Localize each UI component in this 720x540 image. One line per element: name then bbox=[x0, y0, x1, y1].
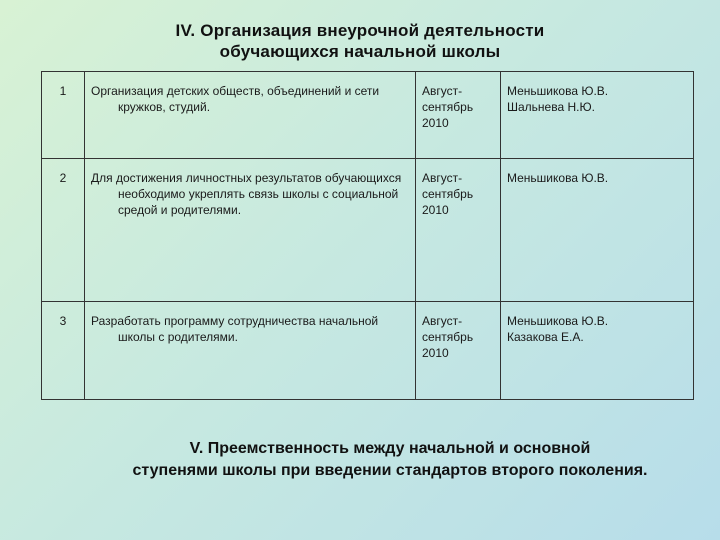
date-line: сентябрь bbox=[422, 330, 474, 344]
table-row bbox=[42, 159, 694, 302]
responsible-cell bbox=[501, 159, 694, 302]
page-title-line-1: IV. Организация внеурочной деятельности bbox=[175, 21, 545, 40]
responsible-name: Меньшикова Ю.В. bbox=[507, 314, 609, 328]
task-cell bbox=[85, 72, 416, 159]
date-cell bbox=[416, 302, 501, 400]
section-heading-line-2: ступенями школы при введении стандартов второго поколения. bbox=[132, 462, 648, 479]
section-heading-line-1: V. Преемственность между начальной и основной bbox=[189, 440, 591, 457]
table-row bbox=[42, 302, 694, 400]
activity-table bbox=[41, 71, 694, 400]
row-number: 1 bbox=[42, 72, 85, 159]
task-cell bbox=[85, 159, 416, 302]
date-line: сентябрь bbox=[422, 100, 474, 114]
date-line: Август- bbox=[422, 314, 463, 328]
date-line: 2010 bbox=[422, 346, 449, 360]
responsible-name: Меньшикова Ю.В. bbox=[507, 171, 609, 185]
page-title bbox=[90, 20, 630, 62]
task-text: Организация детских обществ, объединений и сети кружков, студий. bbox=[91, 84, 380, 114]
section-heading bbox=[80, 438, 700, 482]
task-text: Для достижения личностных результатов обучающихся необходимо укреплять связь школы с социальной средой и родителями. bbox=[91, 171, 402, 217]
table-row bbox=[42, 72, 694, 159]
responsible-name: Шальнева Н.Ю. bbox=[507, 100, 595, 114]
responsible-cell bbox=[501, 302, 694, 400]
page-title-line-2: обучающихся начальной школы bbox=[219, 42, 501, 61]
task-text: Разработать программу сотрудничества начальной школы с родителями. bbox=[91, 314, 379, 344]
date-line: Август- bbox=[422, 171, 463, 185]
date-cell bbox=[416, 159, 501, 302]
responsible-name: Меньшикова Ю.В. bbox=[507, 84, 609, 98]
row-number: 3 bbox=[42, 302, 85, 400]
responsible-name: Казакова Е.А. bbox=[507, 330, 584, 344]
date-line: Август- bbox=[422, 84, 463, 98]
date-line: 2010 bbox=[422, 203, 449, 217]
date-line: сентябрь bbox=[422, 187, 474, 201]
row-number: 2 bbox=[42, 159, 85, 302]
responsible-cell bbox=[501, 72, 694, 159]
date-cell bbox=[416, 72, 501, 159]
task-cell bbox=[85, 302, 416, 400]
date-line: 2010 bbox=[422, 116, 449, 130]
